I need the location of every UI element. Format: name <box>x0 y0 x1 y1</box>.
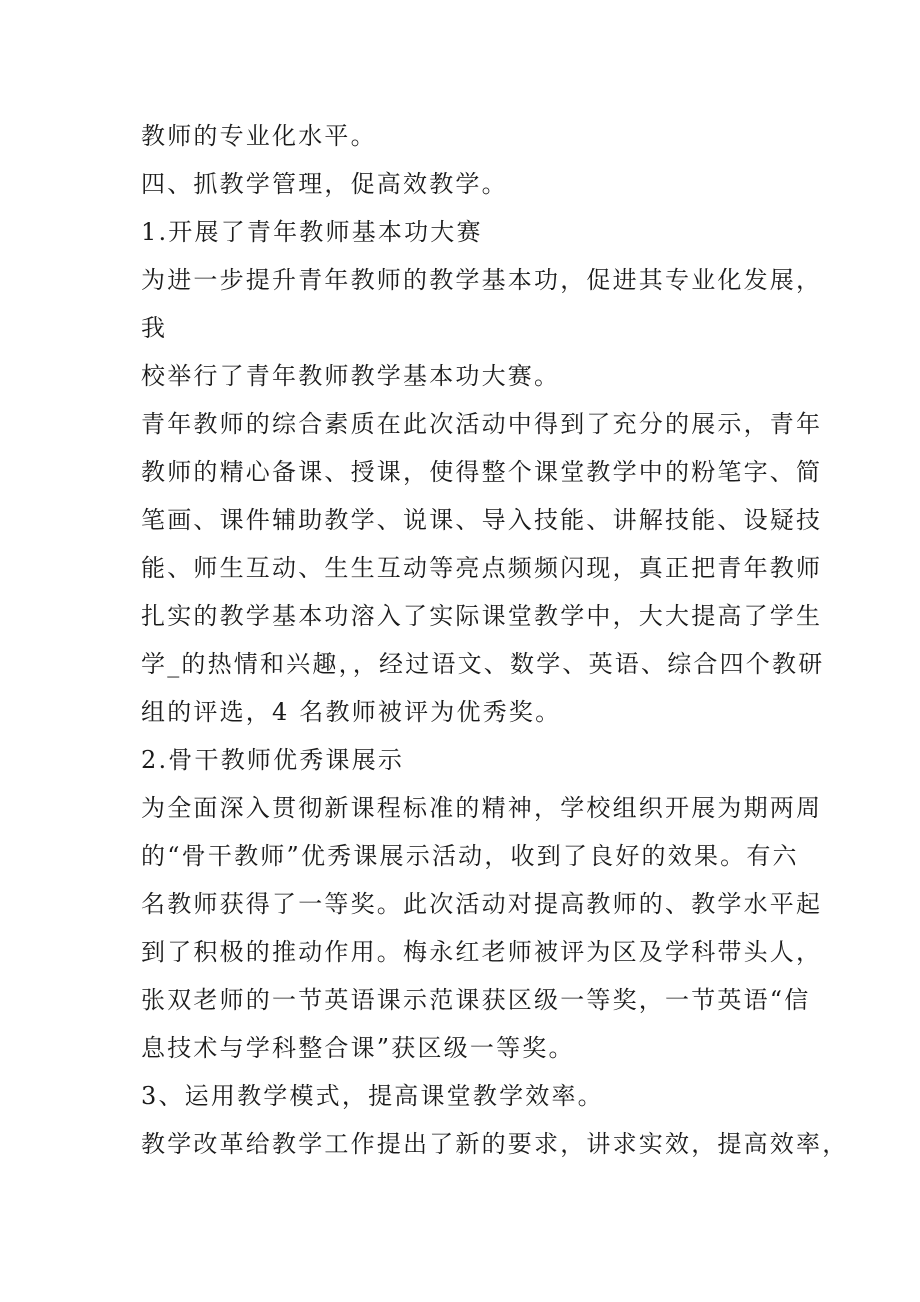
text-line: 校举行了青年教师教学基本功大赛。 <box>141 362 561 390</box>
text-line: 教师的专业化水平。 <box>141 122 377 150</box>
text-line: 息技术与学科整合课”获区级一等奖。 <box>141 1034 575 1062</box>
text-line: 组的评选，4 名教师被评为优秀奖。 <box>141 698 562 726</box>
text-line: 教学改革给教学工作提出了新的要求，讲求实效，提高效率， <box>141 1130 849 1158</box>
text-line: 名教师获得了一等奖。此次活动对提高教师的、教学水平起 <box>141 890 823 918</box>
text-line: 为进一步提升青年教师的教学基本功，促进其专业化发展， <box>141 266 823 294</box>
subsection-heading: 2.骨干教师优秀课展示 <box>141 746 405 774</box>
text-line: 青年教师的综合素质在此次活动中得到了充分的展示，青年 <box>141 410 823 438</box>
text-line: 扎实的教学基本功溶入了实际课堂教学中，大大提高了学生 <box>141 602 823 630</box>
text-line: 的“骨干教师”优秀课展示活动，收到了良好的效果。有六 <box>141 842 799 870</box>
subsection-heading: 1.开展了青年教师基本功大赛 <box>141 218 483 246</box>
text-line: 到了积极的推动作用。梅永红老师被评为区及学科带头人， <box>141 938 823 966</box>
subsection-heading: 3、运用教学模式，提高课堂教学效率。 <box>141 1082 604 1110</box>
text-line: 张双老师的一节英语课示范课获区级一等奖，一节英语“信 <box>141 986 811 1014</box>
text-line: 笔画、课件辅助教学、说课、导入技能、讲解技能、设疑技 <box>141 506 823 534</box>
text-line: 能、师生互动、生生互动等亮点频频闪现，真正把青年教师 <box>141 554 823 582</box>
text-line: 教师的精心备课、授课，使得整个课堂教学中的粉笔字、简 <box>141 458 823 486</box>
text-line: 我 <box>141 314 168 342</box>
text-line: 学_的热情和兴趣，，经过语文、数学、英语、综合四个教研 <box>141 650 825 678</box>
section-heading: 四、抓教学管理，促高效教学。 <box>141 170 508 198</box>
text-line: 为全面深入贯彻新课程标准的精神，学校组织开展为期两周 <box>141 794 823 822</box>
